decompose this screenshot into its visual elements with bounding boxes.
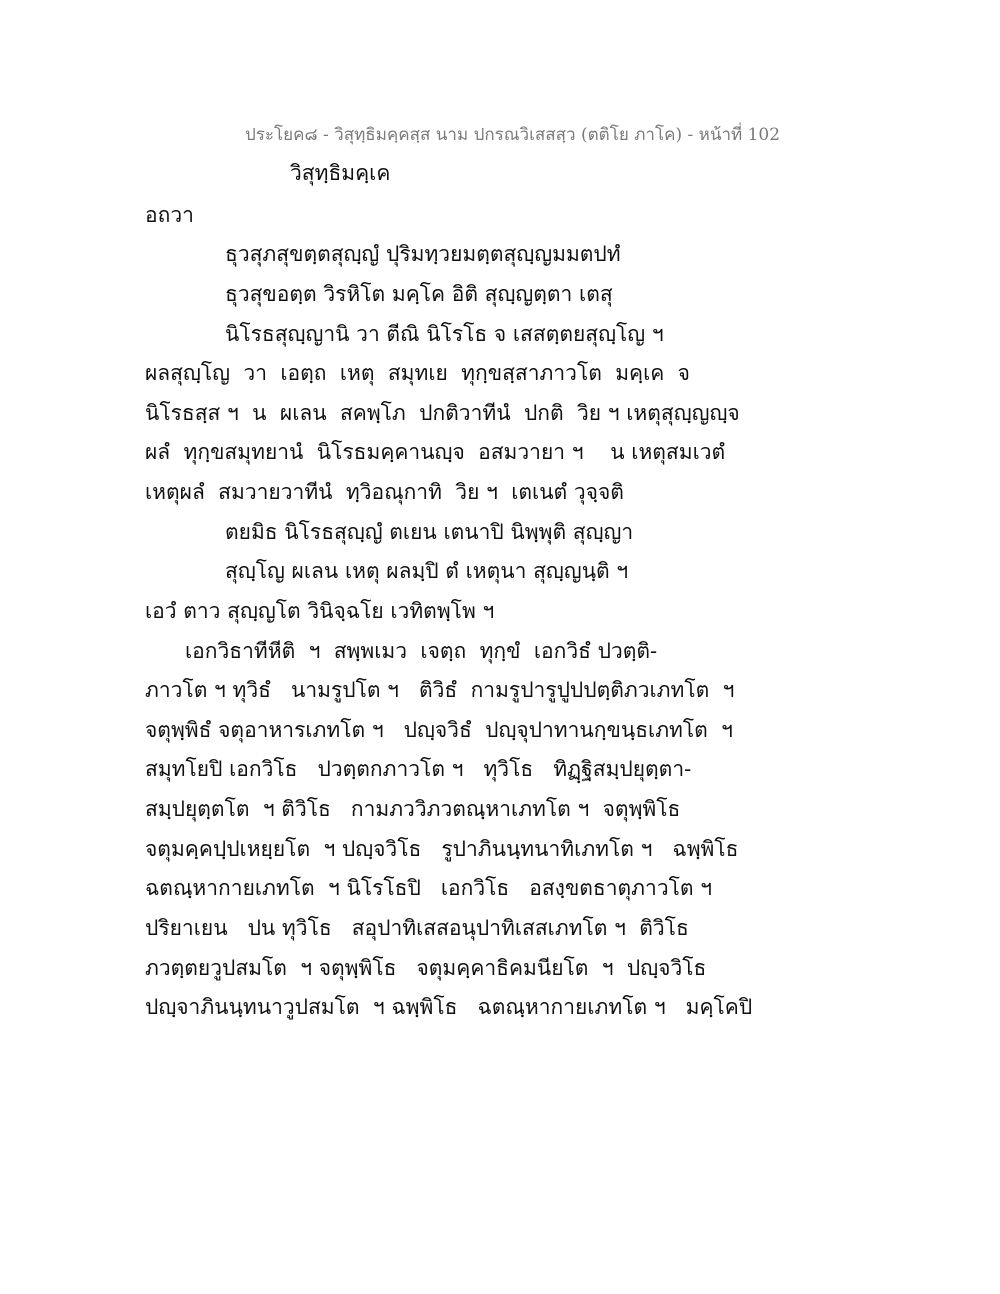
text-line: ฉตณฺหากายเภทโต ฯ นิโรโธปิ เอกวิโธ อสงฺขตธาตุภาวโต ฯ xyxy=(145,876,712,900)
verse-line: ตยมิธ นิโรธสุญฺญํ ตเยน เตนาปิ นิพฺพุติ สุญฺญา xyxy=(225,520,634,544)
paragraph-first-line: เอกวิธาทีหีติ ฯ สพฺพเมว เจตฺถ ทุกฺขํ เอกวิธํ ปวตฺติ- xyxy=(185,639,658,663)
text-line: เอวํ ตาว สุญฺญโต วินิจฺฉโย เวทิตพฺโพ ฯ xyxy=(145,599,495,623)
text-line: อถวา xyxy=(145,203,194,227)
text-line: ภาวโต ฯ ทุวิธํ นามรูปโต ฯ ติวิธํ กามรูปารูปูปปตฺติภวเภทโต ฯ xyxy=(145,678,735,702)
text-line: จตุพฺพิธํ จตุอาหารเภทโต ฯ ปญฺจวิธํ ปญฺจุปาทานกฺขนฺธเภทโต ฯ xyxy=(145,718,733,742)
verse-line: นิโรธสุญฺญานิ วา ตีณิ นิโรโธ จ เสสตฺตยสุญฺโญ ฯ xyxy=(225,322,664,346)
text-line: เหตุผลํ สมวายวาทีนํ ทฺวิอณุกาทิ วิย ฯ เตเนตํ วุจฺจติ xyxy=(145,480,624,504)
text-line: ปริยาเยน ปน ทุวิโธ สอุปาทิเสสอนุปาทิเสสเภทโต ฯ ติวิโธ xyxy=(145,916,689,940)
text-line: จตุมคฺคปฺปเหยฺยโต ฯ ปญฺจวิโธ รูปาภินนฺทนาทิเภทโต ฯ ฉพฺพิโธ xyxy=(145,837,739,861)
verse-line: ธุวสุภสุขตฺตสุญฺญํ ปุริมทฺวยมตฺตสุญฺญมมตปทํ xyxy=(225,242,621,266)
text-line: ภวตฺตยวูปสมโต ฯ จตุพฺพิโธ จตุมคฺคาธิคมนียโต ฯ ปญฺจวิโธ xyxy=(145,956,707,980)
text-line: สมฺปยุตฺตโต ฯ ติวิโธ กามภววิภวตณฺหาเภทโต ฯ จตุพฺพิโธ xyxy=(145,797,681,821)
text-line: นิโรธสฺส ฯ น ผเลน สคพฺโภ ปกติวาทีนํ ปกติ วิย ฯ เหตุสุญฺญญฺจ xyxy=(145,401,740,425)
page-header: ประโยค๘ - วิสุทฺธิมคฺคสฺส นาม ปกรณวิเสสสฺว (ตติโย ภาโค) - หน้าที่ 102 xyxy=(245,125,781,145)
text-line: ผลสุญฺโญ วา เอตฺถ เหตุ สมุทเย ทุกฺขสฺสาภาวโต มคฺเค จ xyxy=(145,361,690,385)
text-line: สมุทโยปิ เอกวิโธ ปวตฺตกภาวโต ฯ ทุวิโธ ทิฏฺฐิสมฺปยุตฺตา- xyxy=(145,757,692,781)
text-line: ปญฺจาภินนฺทนาวูปสมโต ฯ ฉพฺพิโธ ฉตณฺหากายเภทโต ฯ มคฺโคปิ xyxy=(145,995,753,1019)
text-line: ผลํ ทุกฺขสมุทยานํ นิโรธมคฺคานญฺจ อสมวายา ฯ น เหตุสมเวตํ xyxy=(145,440,726,464)
verse-line: สุญฺโญ ผเลน เหตุ ผลมฺปิ ตํ เหตุนา สุญฺญนฺติ ฯ xyxy=(225,559,629,583)
verse-line: ธุวสุขอตฺต วิรหิโต มคฺโค อิติ สุญฺญตฺตา เตสุ xyxy=(225,282,613,306)
section-title: วิสุทฺธิมคฺเค xyxy=(290,161,391,185)
